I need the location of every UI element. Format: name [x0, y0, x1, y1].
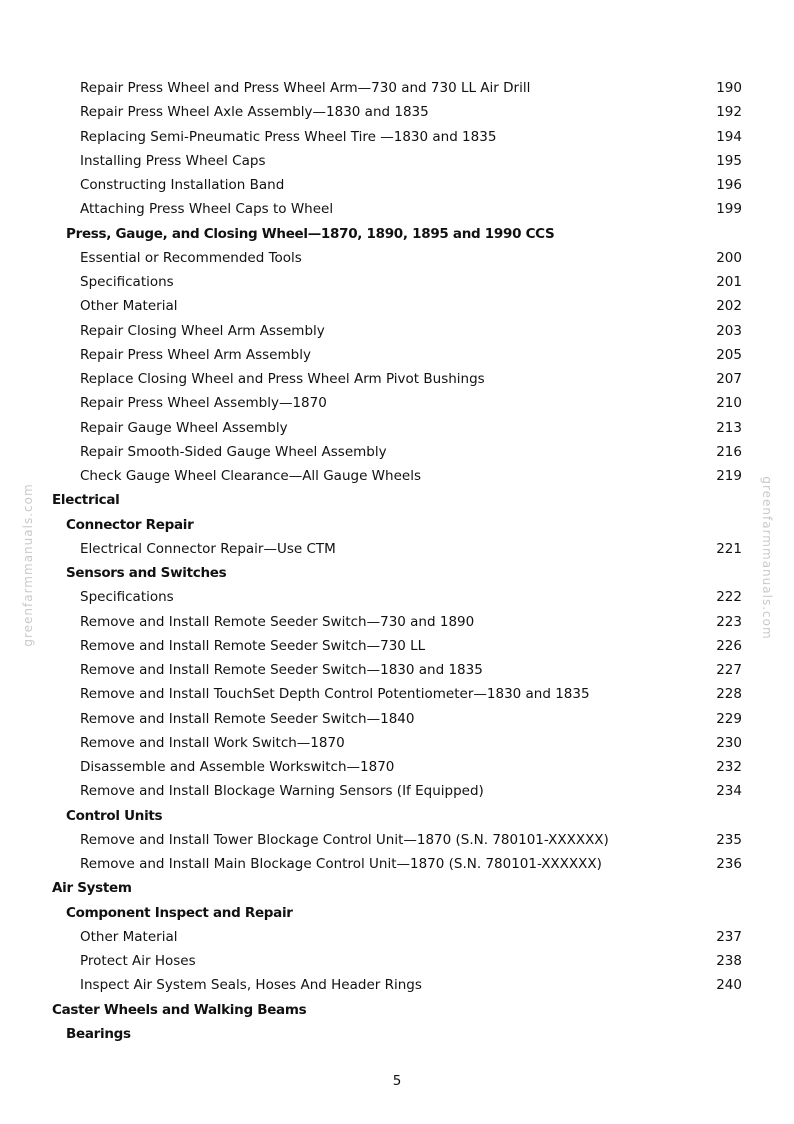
toc-entry-title: Remove and Install Remote Seeder Switch—1840 [80, 710, 415, 727]
toc-subsection-heading[interactable] [0, 513, 794, 537]
toc-entry-title: Remove and Install TouchSet Depth Control Potentiometer—1830 and 1835 [80, 686, 590, 703]
toc-entry-title: Essential or Recommended Tools [80, 249, 302, 266]
toc-entry-title: Inspect Air System Seals, Hoses And Header Rings [80, 977, 422, 994]
toc-entry[interactable] [0, 343, 794, 367]
toc-entry-page-number: 229 [716, 710, 742, 727]
toc-entry-title: Connector Repair [66, 516, 194, 533]
toc-entry-page-number: 203 [716, 322, 742, 339]
toc-entry-page-number: 195 [716, 152, 742, 169]
toc-entry-title: Repair Gauge Wheel Assembly [80, 419, 288, 436]
toc-entry-title: Replacing Semi-Pneumatic Press Wheel Tire —1830 and 1835 [80, 128, 497, 145]
toc-entry[interactable] [0, 319, 794, 343]
toc-entry[interactable] [0, 416, 794, 440]
toc-entry-title: Remove and Install Remote Seeder Switch—730 LL [80, 637, 426, 654]
toc-entry[interactable] [0, 585, 794, 609]
toc-entry-title: Other Material [80, 928, 178, 945]
toc-entry-title: Electrical [52, 492, 120, 509]
toc-subsection-heading[interactable] [0, 1022, 794, 1046]
toc-entry-page-number: 237 [716, 928, 742, 945]
toc-entry-page-number: 238 [716, 953, 742, 969]
toc-entry-title: Specifications [80, 589, 174, 606]
toc-entry[interactable] [0, 367, 794, 391]
toc-entry-title: Remove and Install Work Switch—1870 [80, 734, 345, 751]
toc-entry[interactable] [0, 440, 794, 464]
toc-entry-title: Remove and Install Remote Seeder Switch—1830 and 1835 [80, 662, 483, 678]
toc-entry-page-number: 200 [716, 249, 742, 266]
toc-section-heading[interactable] [0, 488, 794, 512]
toc-entry-title: Air System [52, 880, 132, 897]
toc-entry-title: Replace Closing Wheel and Press Wheel Arm Pivot Bushings [80, 371, 485, 387]
toc-entry[interactable] [0, 537, 794, 561]
toc-entry-title: Other Material [80, 298, 178, 315]
toc-entry-title: Repair Press Wheel Axle Assembly—1830 and 1835 [80, 104, 429, 121]
toc-entry-page-number: 216 [716, 443, 742, 460]
toc-entry[interactable] [0, 149, 794, 173]
toc-entry-title: Bearings [66, 1025, 131, 1042]
toc-entry-page-number: 192 [716, 104, 742, 121]
toc-section-heading[interactable] [0, 998, 794, 1022]
toc-entry[interactable] [0, 852, 794, 876]
toc-entry[interactable] [0, 682, 794, 706]
toc-entry[interactable] [0, 707, 794, 731]
toc-entry[interactable] [0, 464, 794, 488]
toc-entry-title: Remove and Install Tower Blockage Control Unit—1870 (S.N. 780101-XXXXXX) [80, 831, 609, 848]
toc-entry-page-number: 230 [716, 734, 742, 751]
toc-entry[interactable] [0, 949, 794, 973]
toc-entry[interactable] [0, 76, 794, 100]
toc-entry-page-number: 222 [716, 589, 742, 606]
toc-entry-title: Caster Wheels and Walking Beams [52, 1001, 307, 1018]
toc-section-heading[interactable] [0, 876, 794, 900]
toc-entry-title: Repair Press Wheel Assembly—1870 [80, 395, 327, 412]
watermark-right: greenfarmmanuals.com [760, 476, 774, 640]
toc-entry-title: Repair Smooth-Sided Gauge Wheel Assembly [80, 443, 387, 460]
toc-entry-page-number: 221 [716, 540, 742, 557]
watermark-left: greenfarmmanuals.com [21, 483, 35, 647]
toc-entry-title: Repair Press Wheel Arm Assembly [80, 346, 311, 363]
toc-entry-title: Electrical Connector Repair—Use CTM [80, 540, 336, 557]
toc-entry-title: Disassemble and Assemble Workswitch—1870 [80, 759, 395, 775]
toc-subsection-heading[interactable] [0, 901, 794, 925]
toc-entry[interactable] [0, 197, 794, 221]
toc-entry[interactable] [0, 125, 794, 149]
toc-entry-page-number: 227 [716, 662, 742, 678]
toc-entry-title: Repair Closing Wheel Arm Assembly [80, 322, 325, 339]
toc-entry-page-number: 199 [716, 201, 742, 218]
toc-entry-title: Sensors and Switches [66, 565, 227, 581]
toc-entry[interactable] [0, 246, 794, 270]
toc-entry-page-number: 219 [716, 468, 742, 484]
toc-entry-page-number: 236 [716, 856, 742, 872]
toc-subsection-heading[interactable] [0, 804, 794, 828]
toc-entry[interactable] [0, 755, 794, 779]
toc-entry[interactable] [0, 173, 794, 197]
toc-entry-page-number: 207 [716, 371, 742, 387]
toc-entry-page-number: 228 [716, 686, 742, 703]
toc-entry-title: Control Units [66, 807, 163, 824]
toc-entry-page-number: 190 [716, 80, 742, 96]
toc-entry-page-number: 202 [716, 298, 742, 315]
toc-entry-page-number: 240 [716, 977, 742, 994]
toc-entry[interactable] [0, 634, 794, 658]
toc-entry[interactable] [0, 779, 794, 803]
toc-entry-title: Check Gauge Wheel Clearance—All Gauge Wheels [80, 468, 421, 484]
toc-entry-title: Attaching Press Wheel Caps to Wheel [80, 201, 334, 218]
toc-entry-title: Remove and Install Main Blockage Control Unit—1870 (S.N. 780101-XXXXXX) [80, 856, 602, 872]
toc-entry[interactable] [0, 828, 794, 852]
toc-entry[interactable] [0, 973, 794, 997]
toc-entry-page-number: 194 [716, 128, 742, 145]
table-of-contents [0, 76, 794, 1046]
toc-entry[interactable] [0, 270, 794, 294]
toc-entry-title: Protect Air Hoses [80, 953, 196, 969]
toc-entry-title: Repair Press Wheel and Press Wheel Arm—730 and 730 LL Air Drill [80, 80, 531, 96]
toc-entry-title: Remove and Install Remote Seeder Switch—730 and 1890 [80, 613, 475, 630]
toc-entry-title: Press, Gauge, and Closing Wheel—1870, 1890, 1895 and 1990 CCS [66, 225, 555, 242]
toc-entry[interactable] [0, 731, 794, 755]
toc-entry[interactable] [0, 294, 794, 318]
toc-entry-title: Specifications [80, 274, 174, 290]
toc-entry[interactable] [0, 610, 794, 634]
toc-entry[interactable] [0, 391, 794, 415]
toc-entry-page-number: 235 [716, 831, 742, 848]
toc-entry-page-number: 210 [716, 395, 742, 412]
page-number: 5 [392, 1073, 402, 1089]
toc-entry[interactable] [0, 925, 794, 949]
toc-subsection-heading[interactable] [0, 222, 794, 246]
toc-entry-page-number: 223 [716, 613, 742, 630]
toc-entry-page-number: 234 [716, 783, 742, 800]
toc-entry-page-number: 232 [716, 759, 742, 775]
toc-entry-page-number: 205 [716, 346, 742, 363]
toc-subsection-heading[interactable] [0, 561, 794, 585]
toc-entry-title: Component Inspect and Repair [66, 904, 293, 921]
toc-entry-page-number: 201 [716, 274, 742, 290]
toc-entry-title: Remove and Install Blockage Warning Sensors (If Equipped) [80, 783, 484, 800]
toc-entry-page-number: 213 [716, 419, 742, 436]
toc-entry[interactable] [0, 100, 794, 124]
toc-entry-title: Constructing Installation Band [80, 177, 285, 193]
toc-entry[interactable] [0, 658, 794, 682]
toc-entry-title: Installing Press Wheel Caps [80, 152, 266, 169]
toc-entry-page-number: 226 [716, 637, 742, 654]
toc-entry-page-number: 196 [716, 177, 742, 193]
